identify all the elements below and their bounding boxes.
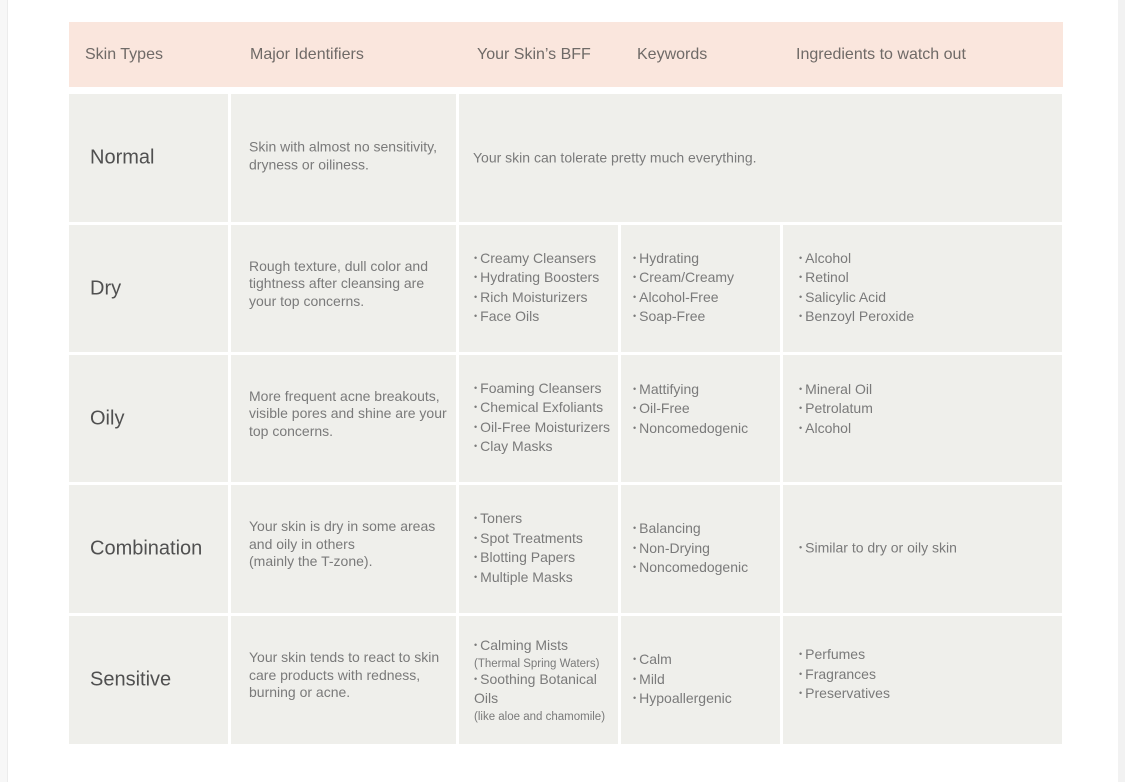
list-item: • Calm bbox=[633, 651, 780, 671]
normal-summary-text: Your skin can tolerate pretty much everything. bbox=[473, 149, 757, 166]
identifiers-text: Skin with almost no sensitivity, dryness or oiliness. bbox=[249, 138, 438, 172]
list-item: • Clay Masks bbox=[474, 438, 618, 458]
list-item: • Retinol bbox=[799, 269, 1062, 289]
row-dry-bff-cell bbox=[459, 225, 618, 352]
identifiers-line: Your skin is dry in some areas and oily in others bbox=[249, 517, 436, 552]
row-dry-identifiers-cell bbox=[231, 225, 456, 352]
list-item-note: (Thermal Spring Waters) bbox=[474, 657, 600, 670]
ingredients-list bbox=[783, 539, 1062, 559]
skin-type-label: Sensitive bbox=[90, 668, 172, 691]
list-item-continuation: Oils bbox=[474, 689, 499, 706]
identifiers-text: Your skin tends to react to skin care products with redness, burning or acne. bbox=[249, 648, 440, 700]
row-oily-keywords-cell bbox=[621, 355, 780, 482]
list-item: • Mild bbox=[633, 670, 780, 690]
list-item: • Soothing Botanical bbox=[474, 670, 618, 690]
list-item: • Alcohol-Free bbox=[633, 289, 780, 309]
row-combination-type-cell bbox=[69, 485, 228, 613]
ingredients-list bbox=[783, 250, 1062, 328]
row-combination-bff-cell bbox=[459, 485, 618, 613]
keywords-list bbox=[621, 380, 780, 439]
skin-type-label: Oily bbox=[90, 407, 125, 429]
row-combination-ingredients-cell bbox=[783, 485, 1062, 613]
list-item: • Chemical Exfoliants bbox=[474, 399, 618, 419]
row-oily-bff-cell bbox=[459, 355, 618, 482]
list-item: • Face Oils bbox=[474, 308, 618, 328]
list-item: • Hydrating Boosters bbox=[474, 269, 618, 289]
identifiers-text: Rough texture, dull color and tightness after cleansing are your top concerns. bbox=[249, 257, 428, 309]
row-oily-ingredients-cell bbox=[783, 355, 1062, 482]
skin-type-label: Normal bbox=[90, 146, 155, 169]
header-keywords: Keywords bbox=[637, 46, 708, 63]
ingredients-list bbox=[783, 646, 1062, 705]
row-sensitive-keywords-cell bbox=[621, 616, 780, 744]
skin-type-label: Dry bbox=[90, 277, 122, 299]
row-sensitive-ingredients-cell bbox=[783, 616, 1062, 744]
list-item: • Cream/Creamy bbox=[633, 269, 780, 289]
row-normal-type-cell bbox=[69, 94, 228, 222]
identifiers-text: More frequent acne breakouts, visible pores and shine are your top concerns. bbox=[249, 387, 447, 439]
identifiers-text bbox=[231, 518, 456, 571]
row-oily-type-cell bbox=[69, 355, 228, 482]
list-item: • Alcohol bbox=[799, 419, 1062, 439]
row-normal-merged-cell bbox=[459, 94, 1062, 222]
list-item: • Mattifying bbox=[633, 380, 780, 400]
bff-list bbox=[459, 380, 618, 458]
list-item: • Oil-Free Moisturizers bbox=[474, 419, 618, 439]
header-skins-bff: Your Skin’s BFF bbox=[477, 46, 591, 63]
list-item: • Non-Drying bbox=[633, 539, 780, 559]
list-item: • Noncomedogenic bbox=[633, 559, 780, 579]
header-ingredients: Ingredients to watch out bbox=[796, 46, 966, 63]
identifiers-note: (mainly the T-zone). bbox=[249, 552, 373, 569]
row-dry-type-cell bbox=[69, 225, 228, 352]
bff-list bbox=[459, 250, 618, 328]
bff-list bbox=[459, 637, 618, 724]
header-skin-types: Skin Types bbox=[85, 46, 163, 63]
list-item: • Hypoallergenic bbox=[633, 690, 780, 710]
list-item: • Blotting Papers bbox=[474, 549, 618, 569]
table-header bbox=[69, 22, 1063, 87]
list-item: • Salicylic Acid bbox=[799, 289, 1062, 309]
list-item: • Similar to dry or oily skin bbox=[799, 539, 1062, 559]
right-gutter bbox=[1118, 0, 1125, 782]
list-item: • Preservatives bbox=[799, 685, 1062, 705]
list-item: • Petrolatum bbox=[799, 400, 1062, 420]
skin-type-label: Combination bbox=[90, 537, 203, 560]
row-oily-identifiers-cell bbox=[231, 355, 456, 482]
list-item: • Rich Moisturizers bbox=[474, 289, 618, 309]
row-sensitive-bff-cell bbox=[459, 616, 618, 744]
list-item: • Alcohol bbox=[799, 250, 1062, 270]
row-normal-identifiers-cell bbox=[231, 94, 456, 222]
list-item: • Multiple Masks bbox=[474, 569, 618, 589]
list-item: • Toners bbox=[474, 510, 618, 530]
list-item: • Calming Mists bbox=[474, 637, 618, 657]
list-item: • Fragrances bbox=[799, 665, 1062, 685]
row-sensitive-type-cell bbox=[69, 616, 228, 744]
row-combination-identifiers-cell bbox=[231, 485, 456, 613]
list-item: • Oil-Free bbox=[633, 400, 780, 420]
bff-list bbox=[459, 510, 618, 588]
list-item: • Soap-Free bbox=[633, 308, 780, 328]
list-item: • Benzoyl Peroxide bbox=[799, 308, 1062, 328]
row-combination-keywords-cell bbox=[621, 485, 780, 613]
list-item: • Spot Treatments bbox=[474, 530, 618, 550]
row-sensitive-identifiers-cell bbox=[231, 616, 456, 744]
row-dry-keywords-cell bbox=[621, 225, 780, 352]
list-item: • Perfumes bbox=[799, 646, 1062, 666]
keywords-list bbox=[621, 250, 780, 328]
list-item: • Creamy Cleansers bbox=[474, 250, 618, 270]
list-item: • Mineral Oil bbox=[799, 380, 1062, 400]
list-item: • Foaming Cleansers bbox=[474, 380, 618, 400]
list-item: • Balancing bbox=[633, 520, 780, 540]
list-item-note: (like aloe and chamomile) bbox=[474, 710, 606, 723]
keywords-list bbox=[621, 651, 780, 710]
left-gutter bbox=[0, 0, 7, 782]
list-item: • Hydrating bbox=[633, 250, 780, 270]
keywords-list bbox=[621, 520, 780, 579]
row-dry-ingredients-cell bbox=[783, 225, 1062, 352]
ingredients-list bbox=[783, 380, 1062, 439]
header-major-identifiers: Major Identifiers bbox=[250, 46, 364, 63]
list-item: • Noncomedogenic bbox=[633, 419, 780, 439]
